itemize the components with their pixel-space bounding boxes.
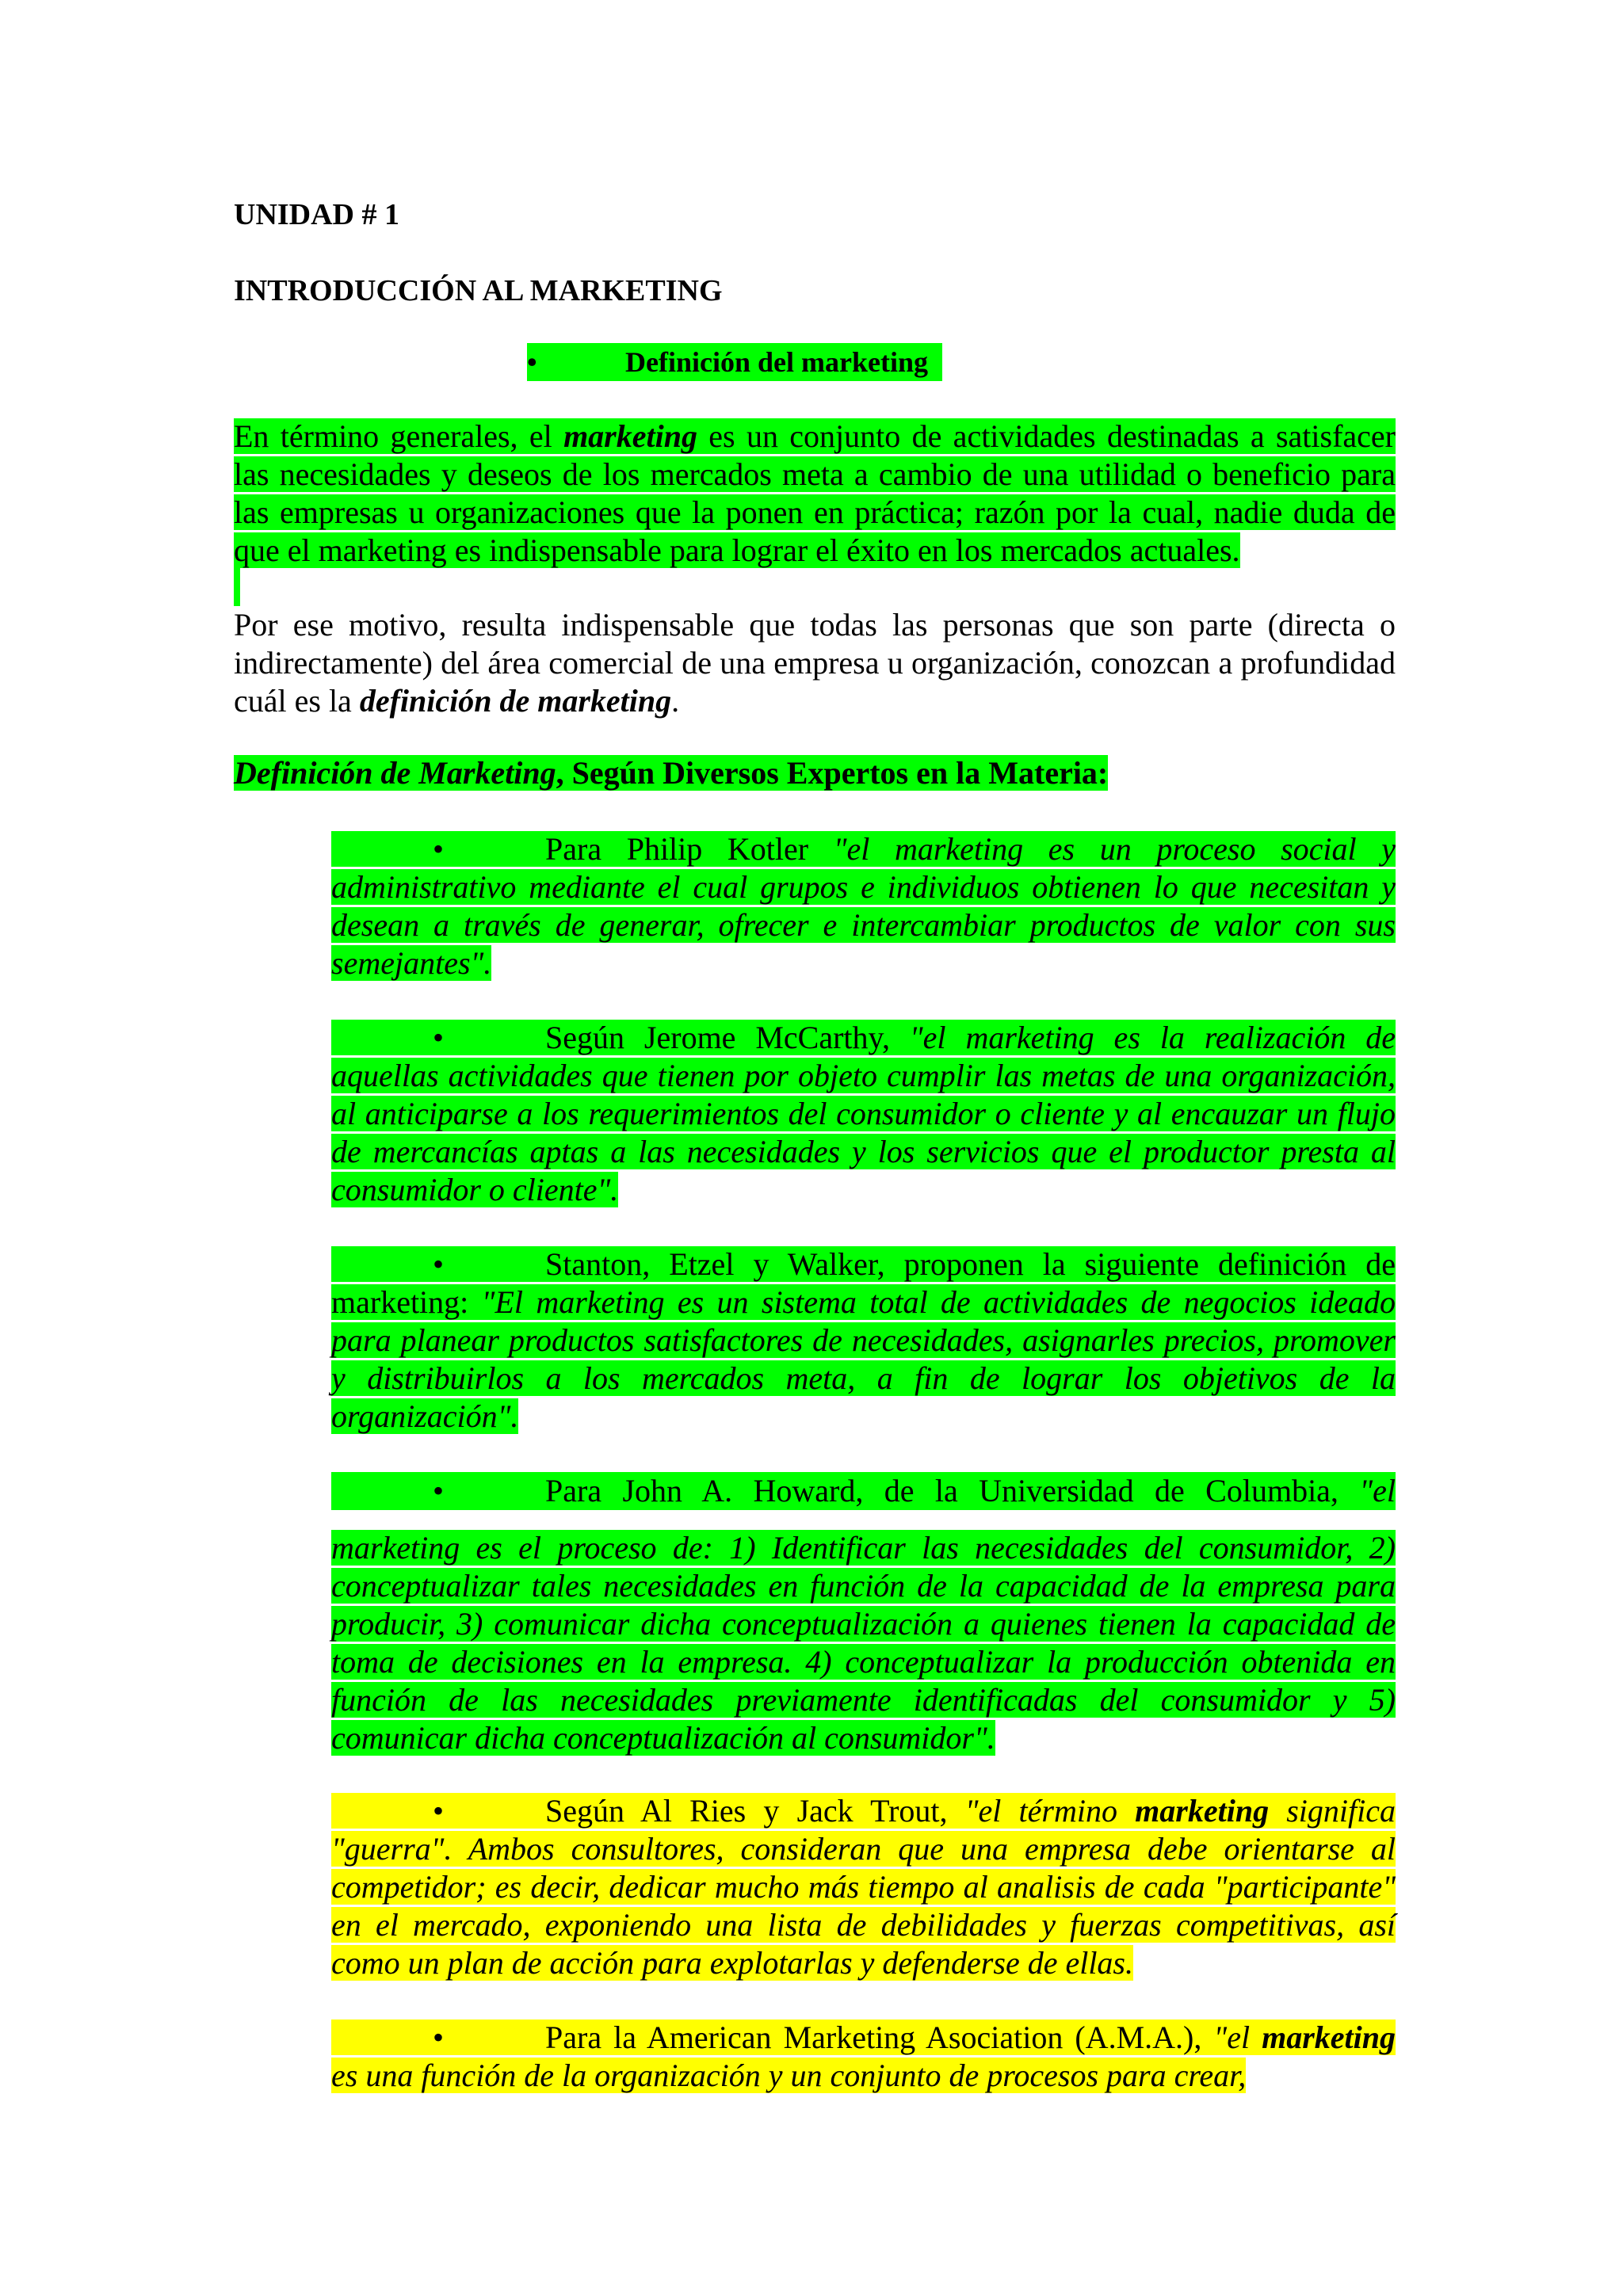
definition-ama xyxy=(331,2019,1396,2095)
experts-heading xyxy=(234,754,1108,792)
intro-lead: En término generales, el xyxy=(234,418,564,454)
definition-quote-a: "el xyxy=(1213,2019,1262,2055)
definition-mccarthy xyxy=(331,1019,1396,1209)
definition-quote: "el marketing es un proceso social y administrativo mediante el cual grupos e individuos obtienen lo que necesitan y desean a través de generar, ofrecer e intercambiar productos de valor con sus semejantes". xyxy=(331,831,1396,981)
definition-quote: marketing es el proceso de: 1) Identificar las necesidades del consumidor, 2) conceptualizar tales necesidades en función de la capacidad de la empresa para producir, 3) comunicar dicha conceptualización a quienes tienen la capacidad de toma de decisiones en la empresa. 4) conceptualizar la producción obtenida en función de las necesidades previamente identificadas del consumidor y 5) comunicar dicha conceptualización al consumidor". xyxy=(331,1530,1396,1756)
bullet: • xyxy=(433,1473,445,1508)
bullet: • xyxy=(433,831,445,867)
definition-intro: Para Philip Kotler xyxy=(545,831,834,867)
motive-term: definición de marketing xyxy=(359,683,672,719)
definition-quote: "el marketing es la realización de aquellas actividades que tienen por objeto cumplir las metas de una organización, al anticiparse a los requerimientos del consumidor o cliente y al encauzar un flujo de mercancías aptas a las necesidades y los servicios que el productor presta al consumidor o cliente". xyxy=(331,1020,1396,1207)
page-title: INTRODUCCIÓN AL MARKETING xyxy=(234,274,723,307)
intro-paragraph xyxy=(234,418,1396,570)
definition-quote-a: "el término xyxy=(964,1793,1136,1829)
definition-quote-b: es una función de la organización y un conjunto de procesos para crear, xyxy=(331,2058,1247,2093)
bullet: • xyxy=(527,346,537,378)
definition-howard-first-line xyxy=(331,1472,1396,1510)
definition-stanton xyxy=(331,1245,1396,1436)
definition-intro: Para la American Marketing Asociation (A.M.A.), xyxy=(545,2019,1214,2055)
definition-ries-trout xyxy=(331,1792,1396,1982)
definition-quote-start: "el xyxy=(1359,1473,1396,1508)
definition-quote-bold: marketing xyxy=(1135,1793,1270,1829)
definition-quote-b: significa "guerra". Ambos consultores, consideran que una empresa debe orientarse al competidor; es decir, dedicar mucho más tiempo al analisis de cada "participante" en el mercado, exponiendo una lista de debilidades y fuerzas competitivas, así como un plan de acción para explotarlas y defenderse de ellas. xyxy=(331,1793,1396,1981)
intro-term: marketing xyxy=(563,418,697,454)
bullet: • xyxy=(433,1793,445,1829)
bullet: • xyxy=(433,2019,445,2055)
definition-intro: Para John A. Howard, de la Universidad de Columbia, xyxy=(545,1473,1360,1508)
definition-kotler xyxy=(331,830,1396,982)
bullet: • xyxy=(433,1246,445,1282)
experts-heading-rest: , Según Diversos Expertos en la Materia: xyxy=(556,755,1109,791)
intro-rest: es un conjunto de actividades destinadas a satisfacer las necesidades y deseos de los mercados meta a cambio de una utilidad o beneficio para las empresas u organizaciones que la ponen en práctica; razón por la cual, nadie duda de que el marketing es indispensable para lograr el éxito en los mercados actuales. xyxy=(234,418,1396,568)
definition-howard xyxy=(331,1529,1396,1757)
definition-intro: Según Al Ries y Jack Trout, xyxy=(545,1793,965,1829)
bullet: • xyxy=(433,1020,445,1055)
motive-end: . xyxy=(671,683,680,719)
definition-quote-bold: marketing xyxy=(1262,2019,1396,2055)
motive-lead: Por ese motivo, resulta indispensable que todas las personas que son parte (directa o indirectamente) del área comercial de una empresa u organización, conozcan a profundidad cuál es la xyxy=(234,607,1396,719)
section-label: Definición del marketing xyxy=(625,346,928,378)
definition-intro: Según Jerome McCarthy, xyxy=(545,1020,910,1055)
unit-heading: UNIDAD # 1 xyxy=(234,198,399,231)
definition-intro: Stanton, Etzel y Walker, proponen la siguiente definición de marketing: xyxy=(331,1246,1396,1320)
highlight-marker xyxy=(234,568,240,606)
experts-heading-italic: Definición de Marketing xyxy=(234,755,556,791)
motive-paragraph xyxy=(234,606,1396,720)
definition-quote: "El marketing es un sistema total de actividades de negocios ideado para planear productos satisfactores de necesidades, asignarles precios, promover y distribuirlos a los mercados meta, a fin de lograr los objetivos de la organización". xyxy=(331,1284,1396,1434)
section-subheading xyxy=(527,343,942,381)
